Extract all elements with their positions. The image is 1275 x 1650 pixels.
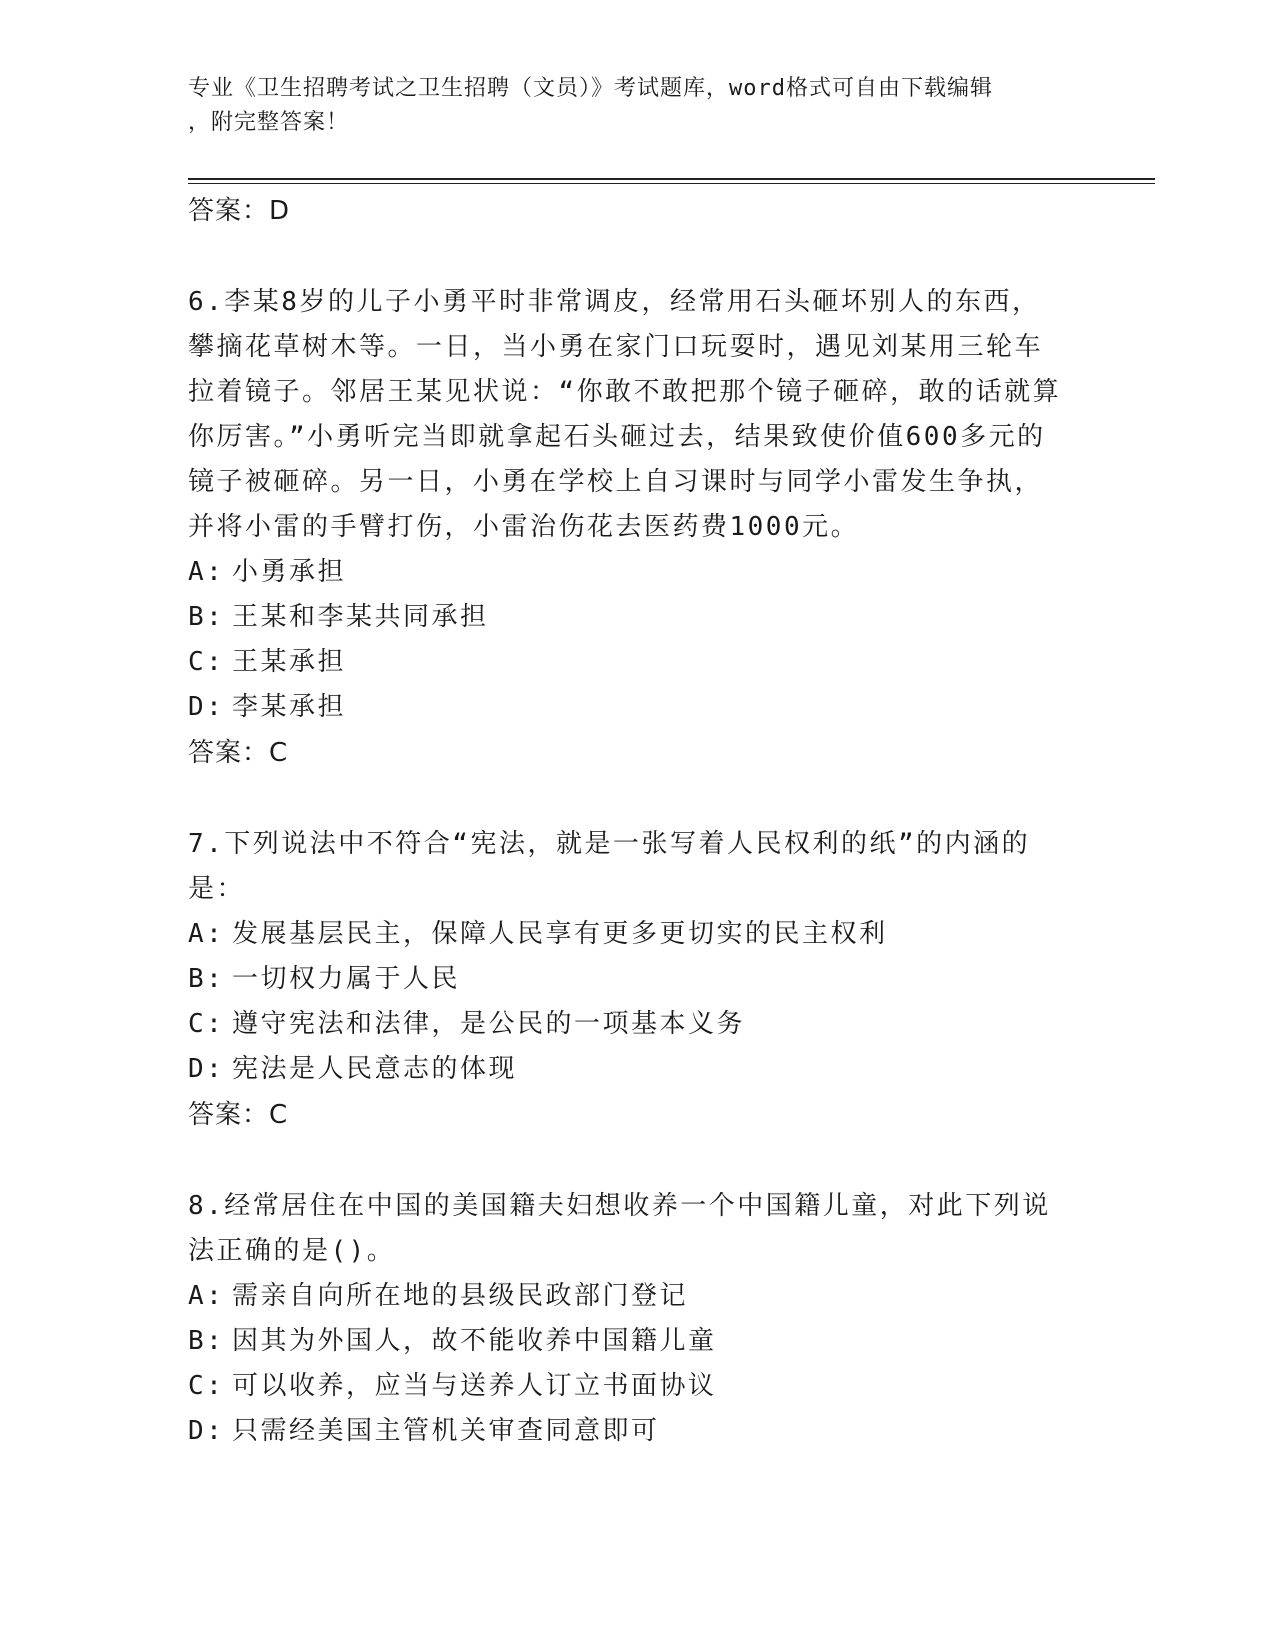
- question-8: [188, 1184, 1068, 1454]
- option-letter: D:: [188, 1054, 225, 1084]
- option-text: 需亲自向所在地的县级民政部门登记: [232, 1281, 689, 1311]
- option-d: [188, 1409, 1068, 1454]
- option-d: [188, 685, 1068, 730]
- option-c: [188, 1002, 1068, 1047]
- option-letter: B:: [188, 1326, 225, 1356]
- option-b: [188, 957, 1068, 1002]
- option-a: [188, 912, 1068, 957]
- option-letter: C:: [188, 647, 225, 677]
- header-divider-thin: [188, 183, 1155, 184]
- option-text: 遵守宪法和法律，是公民的一项基本义务: [232, 1009, 746, 1039]
- option-text: 李某承担: [232, 692, 347, 722]
- option-b: [188, 595, 1068, 640]
- option-letter: A:: [188, 557, 225, 587]
- option-text: 小勇承担: [232, 557, 347, 587]
- answer-label: 答案：D: [188, 196, 291, 226]
- option-a: [188, 550, 1068, 595]
- option-d: [188, 1047, 1068, 1092]
- option-letter: C:: [188, 1009, 225, 1039]
- option-a: [188, 1274, 1068, 1319]
- question-6: [188, 280, 1068, 776]
- option-letter: B:: [188, 602, 225, 632]
- option-text: 可以收养，应当与送养人订立书面协议: [232, 1371, 717, 1401]
- option-letter: D:: [188, 1416, 225, 1446]
- question-7: [188, 822, 1068, 1138]
- option-letter: C:: [188, 1371, 225, 1401]
- option-c: [188, 640, 1068, 685]
- option-text: 发展基层民主，保障人民享有更多更切实的民主权利: [232, 919, 888, 949]
- option-letter: D:: [188, 692, 225, 722]
- question-text: 7.下列说法中不符合“宪法，就是一张写着人民权利的纸”的内涵的是：: [188, 829, 1031, 904]
- question-text: 6.李某8岁的儿子小勇平时非常调皮，经常用石头砸坏别人的东西，攀摘花草树木等。一日，当小勇在家门口玩耍时，遇见刘某用三轮车拉着镜子。邻居王某见状说：“你敢不敢把那个镜子砸碎，敢的话就算你厉害。”小勇听完当即就拿起石头砸过去，结果致使价值600多元的镜子被砸碎。另一日，小勇在学校上自习课时与同学小雷发生争执，并将小雷的手臂打伤，小雷治伤花去医药费1000元。: [188, 287, 1062, 542]
- answer-label: 答案：C: [188, 738, 289, 768]
- option-letter: A:: [188, 919, 225, 949]
- option-letter: A:: [188, 1281, 225, 1311]
- option-letter: B:: [188, 964, 225, 994]
- option-text: 因其为外国人，故不能收养中国籍儿童: [232, 1326, 717, 1356]
- question-text: 8.经常居住在中国的美国籍夫妇想收养一个中国籍儿童，对此下列说法正确的是()。: [188, 1191, 1051, 1266]
- header-line-2: ，附完整答案！: [188, 110, 350, 135]
- option-text: 王某和李某共同承担: [232, 602, 489, 632]
- option-text: 只需经美国主管机关审查同意即可: [232, 1416, 660, 1446]
- option-text: 王某承担: [232, 647, 347, 677]
- answer-label: 答案：C: [188, 1100, 289, 1130]
- option-b: [188, 1319, 1068, 1364]
- option-c: [188, 1364, 1068, 1409]
- document-body: [188, 188, 1068, 1454]
- option-text: 一切权力属于人民: [232, 964, 461, 994]
- option-text: 宪法是人民意志的体现: [232, 1054, 518, 1084]
- page-header: [188, 72, 1068, 140]
- header-line-1: 专业《卫生招聘考试之卫生招聘（文员）》考试题库，word格式可自由下载编辑: [188, 76, 993, 101]
- header-divider-thick: [188, 178, 1155, 180]
